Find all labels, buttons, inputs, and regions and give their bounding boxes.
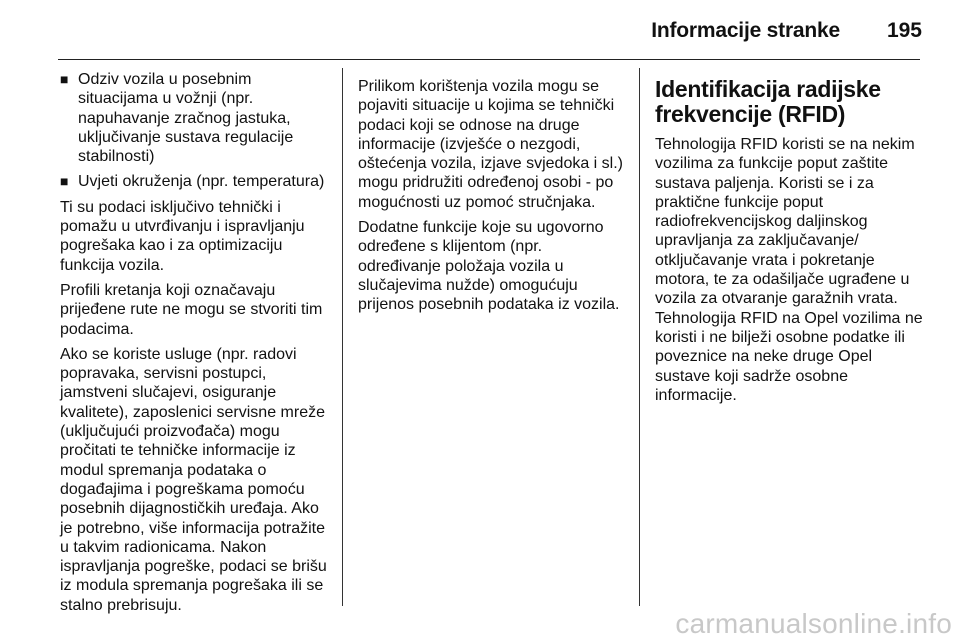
paragraph: Tehnologija RFID koristi se na nekim vozilima za funkcije poput zaštite sustava paljenja. Koristi se i za praktične funkcije poput radiofrekvencijskog daljinskog upravljanja za zaključavanje/ otključavanje vrata i pokretanje motora, te za odašiljače ugrađene u vozila za otvaranje garažnih vrata. Tehnologija RFID na Opel vozilima ne koristi i ne bilježi osobne podatke ili poveznice na neke druge Opel sustave koji sadrže osobne informacije. (655, 136, 923, 404)
paragraph: Prilikom korištenja vozila mogu se pojaviti situacije u kojima se tehnički podaci koji se odnose na druge informacije (izvješće o nezgodi, oštećenja vozila, izjave svjedoka i sl.) mogu pridružiti određenoj osobi - po mogućnosti uz pomoć stručnjaka. (358, 78, 624, 211)
header-title: Informacije stranke (651, 19, 840, 42)
paragraph: Dodatne funkcije koje su ugovorno određene s klijentom (npr. određivanje položaja vozila u slučajevima nužde) omogućuju prijenos posebnih podataka iz vozila. (358, 219, 620, 314)
column-right (655, 77, 925, 411)
bullet-text: Odziv vozila u posebnim situacijama u vožnji (npr. napuhavanje zračnog jastuka, uključivanje sustava regulacije stabilnosti) (78, 71, 294, 166)
square-bullet-icon: ■ (60, 71, 69, 87)
bullet-item (60, 70, 335, 166)
section-heading: Identifikacija radijske frekvencije (RFID) (655, 76, 881, 127)
column-middle (358, 77, 628, 321)
column-divider (342, 68, 343, 606)
square-bullet-icon: ■ (60, 173, 69, 190)
header-rule (58, 59, 920, 60)
paragraph: Ti su podaci isključivo tehnički i pomažu u utvrđivanju i ispravljanju pogrešaka kao i za optimizaciju funkcija vozila. (60, 198, 305, 274)
bullet-item (60, 172, 335, 191)
page-header (0, 0, 960, 60)
bullet-text: Uvjeti okruženja (npr. temperatura) (78, 173, 325, 191)
column-divider (639, 68, 640, 606)
page-number: 195 (886, 19, 922, 42)
paragraph: Profili kretanja koji označavaju prijeđene rute ne mogu se stvoriti tim podacima. (60, 281, 323, 338)
watermark-text: carmanualsonline.info (675, 608, 952, 639)
column-left (60, 70, 335, 621)
paragraph: Ako se koriste usluge (npr. radovi popravaka, servisni postupci, jamstveni slučajevi, osiguranje kvalitete), zaposlenici servisne mreže (uključujući proizvođača) mogu pročitati te tehničke informacije iz modul spremanja podataka o događajima i pogreškama pomoću posebnih dijagnostičkih uređaja. Ako je potrebno, više informacija potražite u takvim radionicama. Nakon ispravljanja pogreške, podaci se brišu iz modula spremanja pogrešaka ili se stalno prebrisuju. (60, 345, 327, 614)
